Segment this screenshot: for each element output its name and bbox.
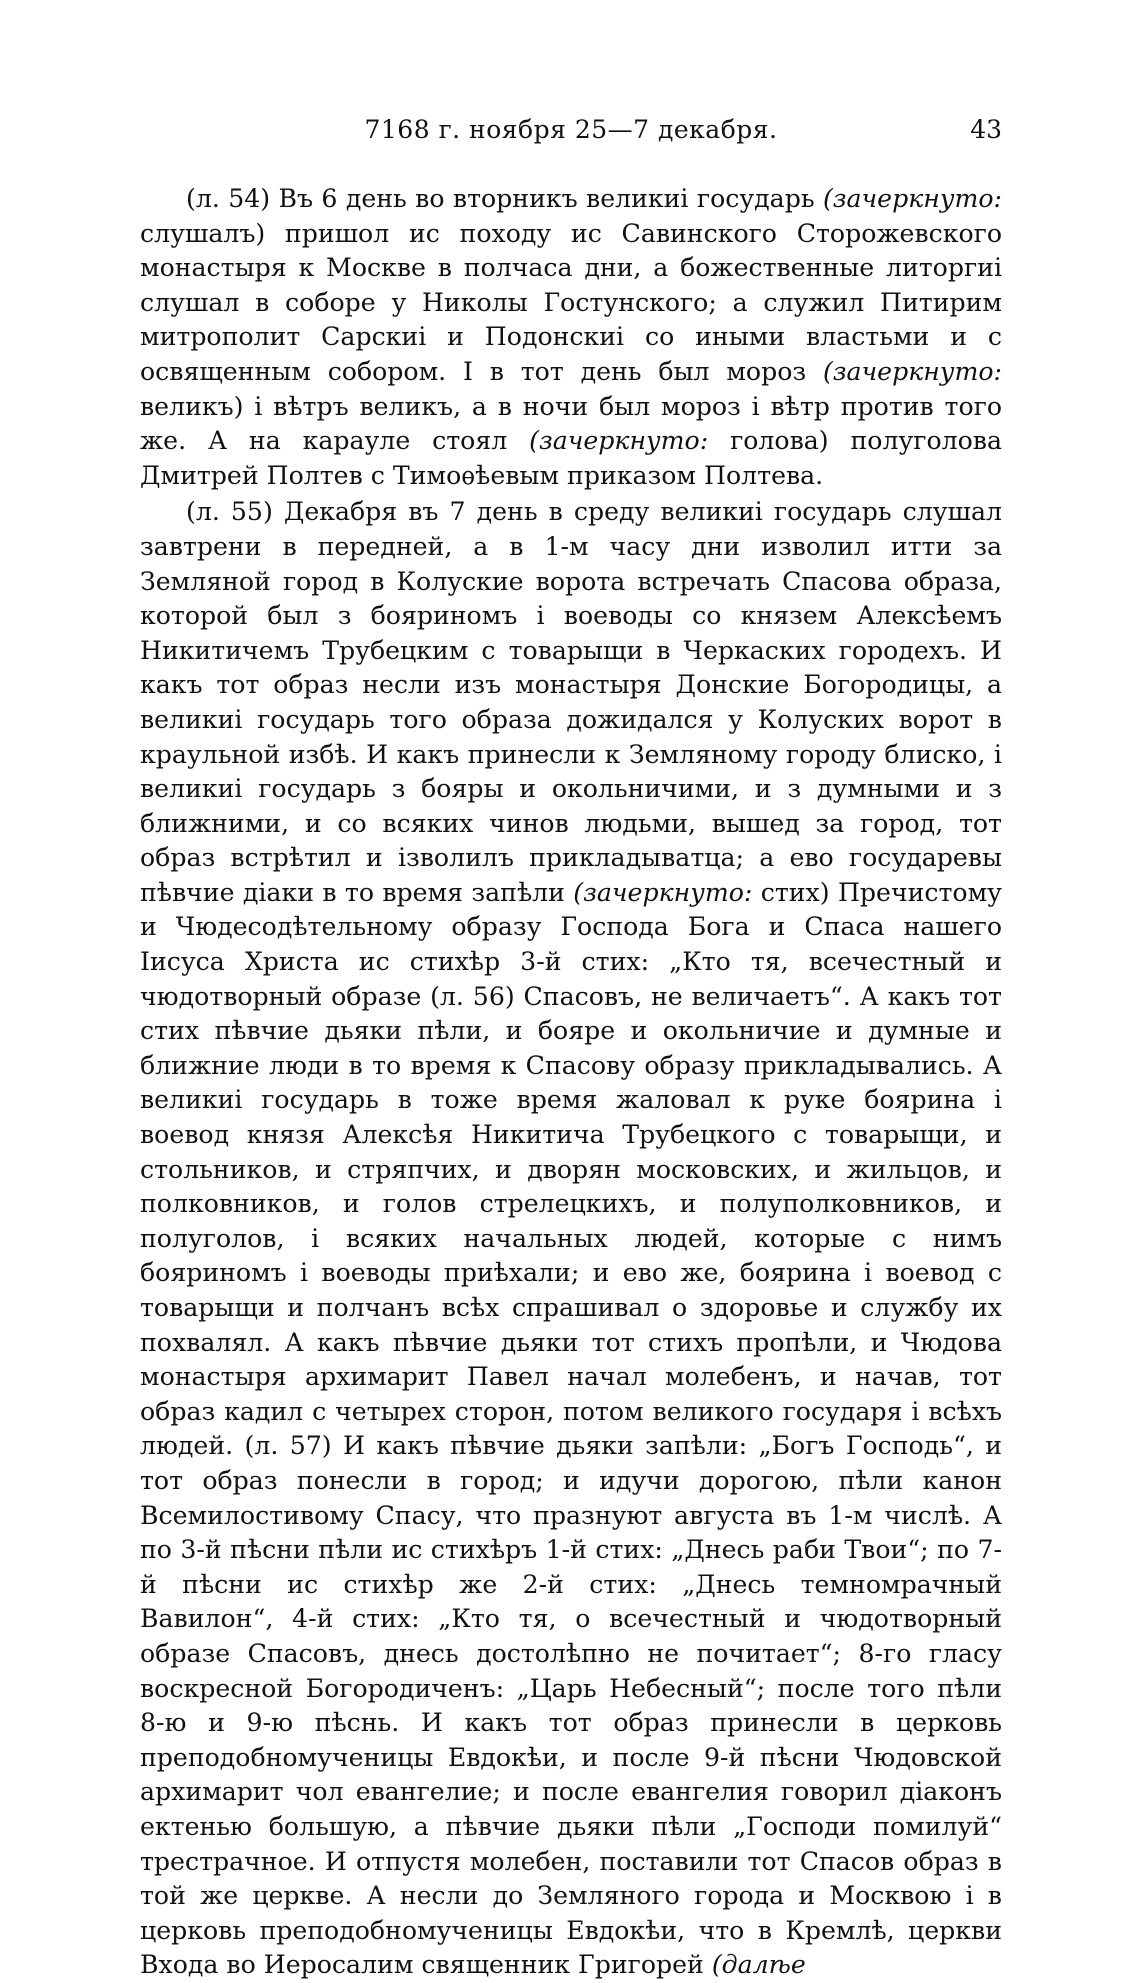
text-run: (л. 54) Въ 6 день во вторникъ великиі государь <box>186 184 823 213</box>
editorial-note-crossed-out: (зачеркнуто: <box>573 877 753 907</box>
document-page <box>140 112 1002 1983</box>
editorial-note-crossed-out: (зачеркнуто: <box>822 184 1002 213</box>
paragraph-2 <box>140 495 1002 1983</box>
text-run: стих) Пречистому и Чюдесодѣтельному образу Господа Бога и Спаса нашего Іисуса Христа ис стихѣр 3-й стих: „Кто тя, всечестный и чюдотворный образе (л. 56) Спасовъ, не величаетъ“. А какъ тот стих пѣвчие дьяки пѣли, и бояре и окольничие и думные и ближние люди в то время к Спасову образу прикладывались. А великиі государь в тоже время жаловал к руке боярина і воевод князя Алексѣя Никитича Трубецкого с товарыщи, и стольников, и стряпчих, и дворян московских, и жильцов, и полковников, и голов стрелецкихъ, и полуполковников, и полуголов, і всяких начальных людей, которые с нимъ бояриномъ і воеводы приѣхали; и ево же, боярина і воевод с товарыщи и полчанъ всѣх спрашивал о здоровье и службу их похвалял. А какъ пѣвчие дьяки тот стихъ пропѣли, и Чюдова монастыря архимарит Павел начал молебенъ, и начав, тот образ кадил с четырех сторон, потом великого государя і всѣхъ людей. (л. 57) И какъ пѣвчие дьяки запѣли: „Богъ Господь“, и тот образ понесли в город; и идучи дорогою, пѣли канон Всемилостивому Спасу, что празнуют августа въ 1-м числѣ. А по 3-й пѣсни пѣли ис стихѣръ 1-й стих: „Днесь раби Твои“; по 7-й пѣсни ис стихѣр же 2-й стих: „Днесь темномрачный Вавилон“, 4-й стих: „Кто тя, о всечестный и чюдотворный образе Спасовъ, днесь достолѣпно не почитает“; 8-го гласу воскресной Богородиченъ: „Царь Небесный“; после того пѣли 8-ю и 9-ю пѣснь. И какъ тот образ принесли в церковь преподобномученицы Евдокѣи, и после 9-й пѣсни Чюдовской архимарит чол евангелие; и после евангелия говорил діаконъ ектенью большую, а пѣвчие дьяки пѣли „Господи помилуй“ трестрачное. И отпустя молебен, поставили тот Спасов образ в той же церкве. А несли до Земляного города и Москвою і в церковь преподобномученицы Евдокѣи, что в Кремлѣ, церкви Входа во Иеросалим священник Григорей <box>140 877 1002 1980</box>
paragraph-1 <box>140 182 1002 493</box>
text-run: голова) полуголова Дмитрей Полтев с Тимоѳѣевым приказом Полтева. <box>140 426 1003 490</box>
text-run: (л. 55) Декабря въ 7 день в среду великиі государь слушал завтрени в передней, а в 1-м часу дни изволил итти за Земляной город в Колуские ворота встречать Спасова образа, которой был з бояриномъ і воеводы со князем Алексѣемъ Никитичемъ Трубецким с товарыщи в Черкаских городехъ. И какъ тот образ несли изъ монастыря Донские Богородицы, а великиі государь того образа дожидался у Колуских ворот в краульной избѣ. И какъ принесли к Земляному городу блиско, і великиі государь з бояры и окольничими, и з думными и з ближними, и со всяких чинов людьми, вышед за город, тот образ встрѣтил и ізволилъ прикладыватца; а ево государевы пѣвчие діаки в то время запѣли <box>140 497 1002 907</box>
text-run: слушалъ) пришол ис походу ис Савинского Сторожевского монастыря к Москве в полчаса дни, а божественные литоргиі слушал в соборе у Николы Гостунского; а служил Питирим митрополит Сарскиі и Подонскиі со иными властьми и с освященным собором. І в тот день был мороз <box>140 218 1002 386</box>
editorial-note-crossed-out: (зачеркнуто: <box>822 356 1002 386</box>
editorial-note-continued: (далѣе <box>711 1950 806 1980</box>
page-number: 43 <box>970 115 1002 144</box>
body-text <box>140 182 1002 1983</box>
text-run: великъ) і вѣтръ великъ, а в ночи был мороз і вѣтр против того же. А на карауле стоял <box>140 391 1002 456</box>
editorial-note-crossed-out: (зачеркнуто: <box>529 426 709 456</box>
running-head <box>140 112 1002 148</box>
running-title: 7168 г. ноября 25—7 декабря. <box>364 115 778 144</box>
